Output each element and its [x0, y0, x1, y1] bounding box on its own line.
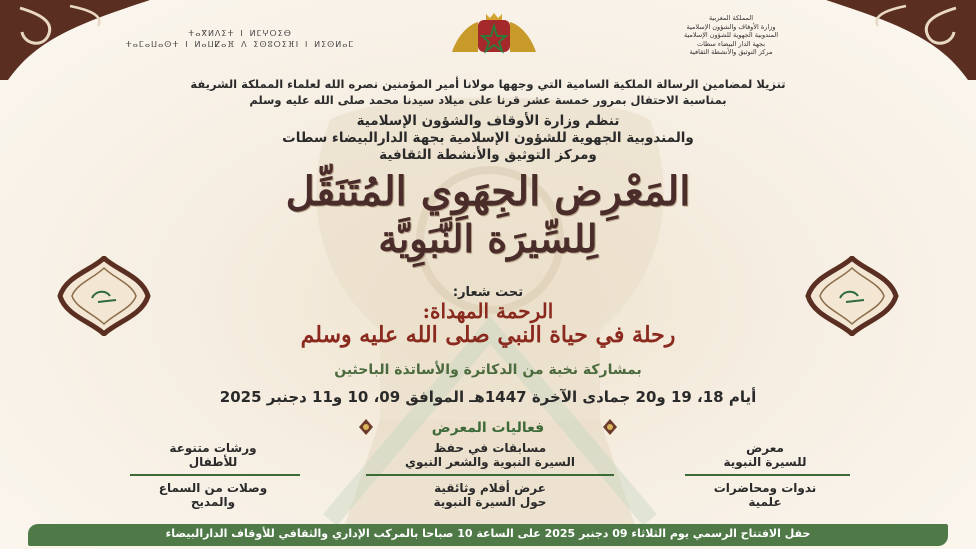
ministry-header — [646, 14, 816, 57]
opening-ceremony-text: حفل الافتتاح الرسمي يوم الثلاثاء 09 دجنبر 2025 على الساعة 10 صباحا بالمركب الإداري والثقافي للأوقاف الدارالبيضاء — [165, 527, 811, 540]
decorative-ornament-icon — [602, 418, 618, 436]
ministry-line: مركز التوثيق والأنشطة الثقافية — [689, 48, 773, 56]
activity-item — [680, 481, 850, 509]
organizer-line1: تنظم وزارة الأوقاف والشؤون الإسلامية — [356, 113, 620, 129]
slogan-line1: الرحمة المهداة: — [422, 299, 554, 323]
ministry-line: المندوبية الجهوية للشؤون الإسلامية — [683, 31, 779, 39]
activity-item — [390, 441, 590, 469]
slogan-line2: رحلة في حياة النبي صلى الله عليه وسلم — [300, 322, 676, 348]
activity-item — [128, 481, 298, 509]
ministry-line: المملكة المغربية — [708, 14, 754, 22]
intro-line1: تنزيلا لمضامين الرسالة الملكية السامية التي وجهها مولانا أمير المؤمنين نصره الله لعلماء المملكة الشريفة — [190, 77, 786, 91]
activity-line2: السيرة النبوية والشعر النبوي — [405, 455, 575, 469]
activity-line2: والمديح — [190, 495, 236, 509]
divider — [366, 474, 614, 476]
activity-line2: علمية — [748, 495, 782, 509]
activity-line2: للأطفال — [188, 455, 238, 469]
activity-line2: للسيرة النبوية — [723, 455, 807, 469]
event-dates: أيام 18، 19 و20 جمادى الآخرة 1447هـ الموافق 09، 10 و11 دجنبر 2025 — [219, 388, 757, 406]
amazigh-text-line1: ⵜⴰⴳⵍⴷⵉⵜ ⵏ ⵍⵎⵖⵔⵉⴱ — [188, 29, 292, 38]
activity-item — [680, 441, 850, 469]
activity-line1: ورشات متنوعة — [169, 441, 257, 455]
activities-title: فعاليات المعرض — [431, 420, 545, 436]
organizer-line3: ومركز التوثيق والأنشطة الثقافية — [379, 147, 597, 163]
exhibition-title-line1: المَعْرِض الجِهَوِي المُتَنَقِّل — [285, 168, 691, 215]
activity-item — [390, 481, 590, 509]
moroccan-coat-of-arms-icon — [448, 12, 540, 56]
exhibition-title-line2: لِلسِّيرَة النَّبَوِيَّة — [378, 216, 598, 261]
ministry-line: وزارة الأوقاف والشؤون الإسلامية — [686, 22, 776, 31]
ministry-line: بجهة الدار البيضاء سطات — [696, 39, 766, 48]
activity-item — [128, 441, 298, 469]
activity-line2: حول السيرة النبوية — [433, 495, 547, 509]
divider — [130, 474, 300, 476]
corner-ornament-right — [826, 0, 976, 80]
slogan-lead: تحت شعار: — [452, 285, 524, 300]
activity-line1: ندوات ومحاضرات — [713, 481, 817, 495]
divider — [685, 474, 850, 476]
organizer-line2: والمندوبية الجهوية للشؤون الإسلامية بجهة الدارالبيضاء سطات — [282, 130, 694, 146]
activity-line1: معرض — [746, 441, 784, 455]
activity-line1: عرض أفلام وثائقية — [434, 481, 546, 495]
amazigh-text-line2: ⵜⴰⵎⴰⵡⴰⵙⵜ ⵏ ⵍⴰⵡⵇⴰⴼ ⴷ ⵉⵙⵓⵔⵉⴼⵏ ⵏ ⵍⵉⵙⵍⴰⵎ — [125, 40, 355, 49]
intro-line2: بمناسبة الاحتفال بمرور خمسة عشر قرنا على ميلاد سيدنا محمد صلى الله عليه وسلم — [249, 93, 727, 107]
activity-line1: وصلات من السماع — [158, 481, 268, 495]
activity-line1: مسابقات في حفظ — [433, 441, 547, 455]
participation-text: بمشاركة نخبة من الدكاترة والأساتذة الباحثين — [334, 362, 642, 378]
